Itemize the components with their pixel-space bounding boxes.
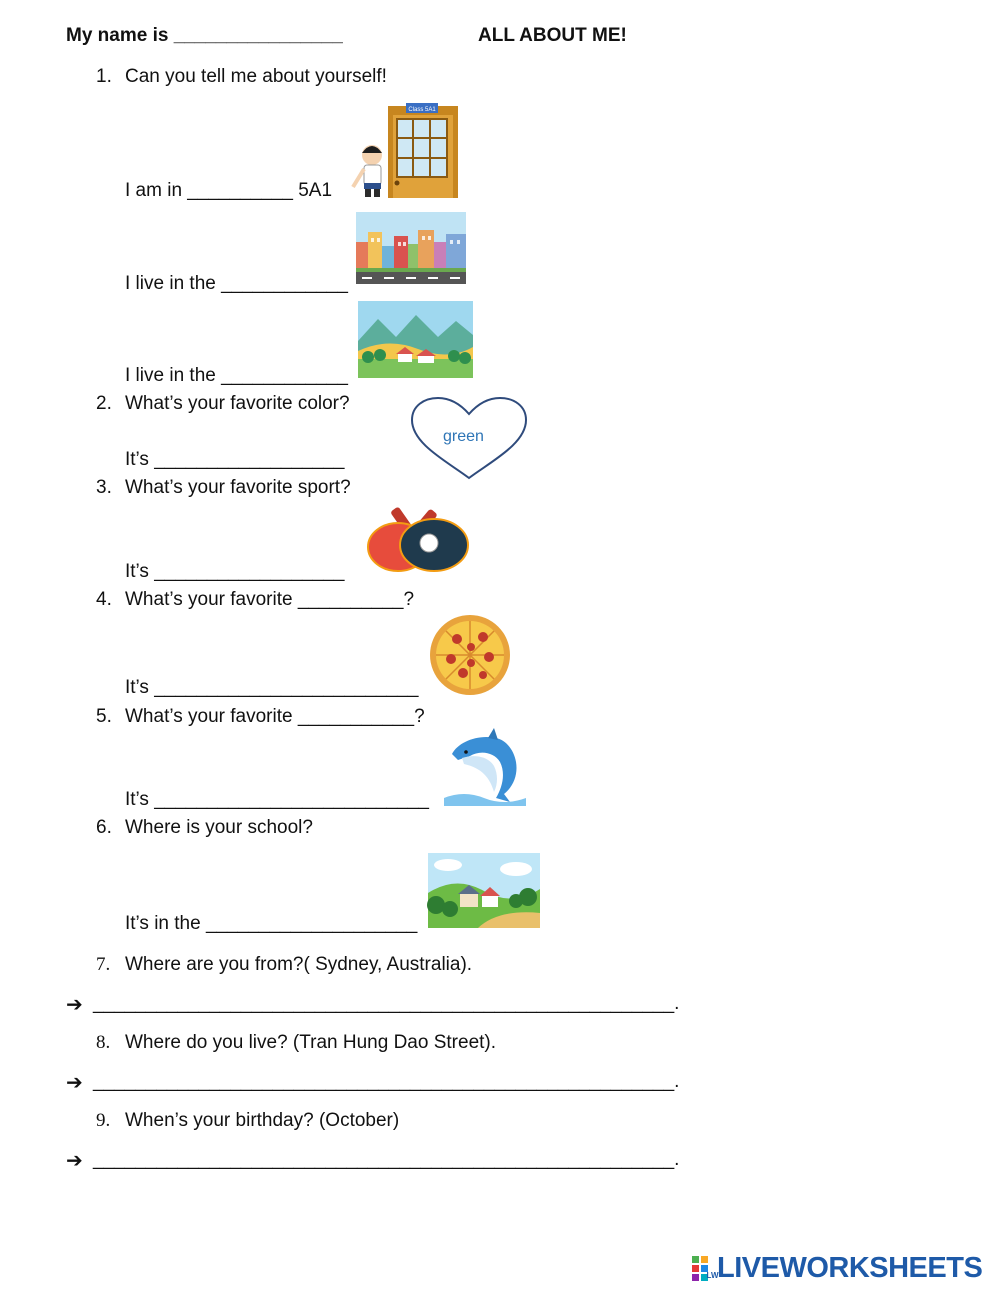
question-6-text: Where is your school? [125,817,313,838]
liveworksheets-logo-icon [692,1256,717,1281]
answer-class: I am in __________ 5A1 [125,180,333,201]
answer-line-7[interactable]: _______________________________________________________. [93,993,680,1014]
question-7-text: Where are you from?( Sydney, Australia). [125,954,473,975]
answer-countryside: I live in the ____________ [125,365,348,386]
question-9-text: When’s your birthday? (October) [125,1110,400,1131]
answer-line-8[interactable]: _______________________________________________________. [93,1071,680,1092]
question-7-number: 7. [96,954,111,975]
arrow-icon: ➔ [66,1150,83,1172]
question-2-text: What’s your favorite color? [125,393,350,414]
answer-school: It’s in the ____________________ [125,913,418,934]
arrow-icon: ➔ [66,994,83,1016]
door-sign-text: Class 5A1 [408,107,436,113]
page-title: ALL ABOUT ME! [478,25,627,46]
city-image [356,212,466,284]
pizza-image [427,613,513,697]
question-3-number: 3. [96,477,112,498]
question-4-number: 4. [96,589,112,610]
answer-animal: It’s __________________________ [125,789,429,810]
answer-food: It’s _________________________ [125,677,419,698]
question-5-number: 5. [96,706,112,727]
question-8-number: 8. [96,1032,111,1053]
classroom-door-image [345,103,460,198]
question-1-text: Can you tell me about yourself! [125,66,387,87]
answer-sport: It’s __________________ [125,561,345,582]
answer-city: I live in the ____________ [125,273,348,294]
question-9-number: 9. [96,1110,111,1131]
question-3-text: What’s your favorite sport? [125,477,351,498]
ping-pong-paddles-image [366,503,472,575]
answer-color: It’s __________________ [125,449,345,470]
liveworksheets-logo[interactable]: LIVEWORKSHEETS [717,1252,983,1284]
heart-label: green [443,428,484,445]
question-8-text: Where do you live? (Tran Hung Dao Street). [125,1032,497,1053]
name-prompt: My name is ________________ [66,25,343,46]
countryside-image [358,301,473,378]
arrow-icon: ➔ [66,1072,83,1094]
question-5-text: What’s your favorite ___________? [125,706,425,727]
answer-line-9[interactable]: _______________________________________________________. [93,1149,680,1170]
question-6-number: 6. [96,817,112,838]
question-1-number: 1. [96,66,112,87]
logo-icon-letters: LW [706,1271,719,1280]
school-countryside-image [428,853,540,928]
dolphin-image [444,728,526,806]
question-2-number: 2. [96,393,112,414]
question-4-text: What’s your favorite __________? [125,589,415,610]
